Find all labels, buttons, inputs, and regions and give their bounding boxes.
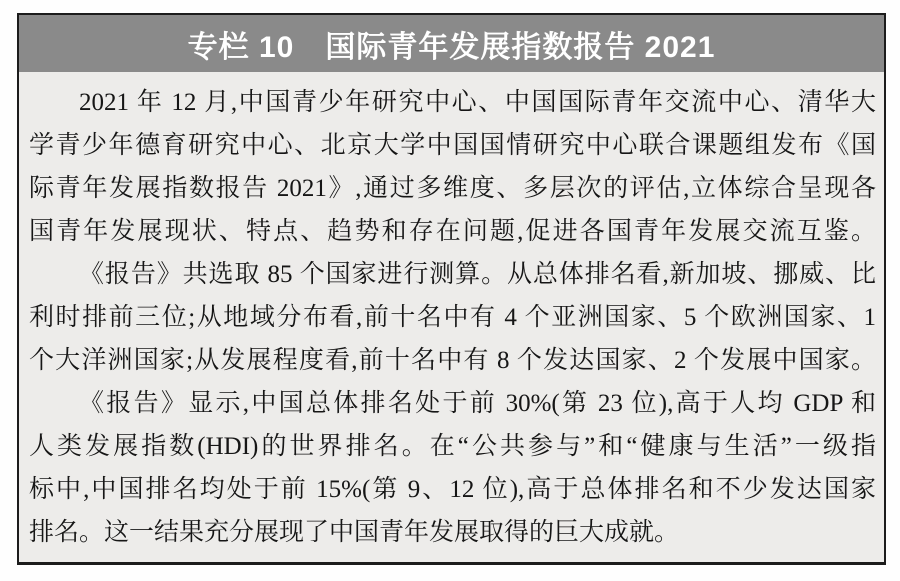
text-line: 学青少年德育研究中心、北京大学中国国情研究中心联合课题组发布《国: [29, 132, 876, 159]
text-line: 《报告》共选取 85 个国家进行测算。从总体排名看,新加坡、挪威、比: [79, 261, 876, 288]
column-box-header: [19, 15, 884, 72]
text-line: 利时排前三位;从地域分布看,前十名中有 4 个亚洲国家、5 个欧洲国家、1: [29, 304, 876, 331]
text-line: 2021 年 12 月,中国青少年研究中心、中国国际青年交流中心、清华大: [79, 89, 876, 116]
column-box-body: [19, 72, 884, 554]
text-line: 个大洋洲国家;从发展程度看,前十名中有 8 个发达国家、2 个发展中国家。: [29, 347, 876, 374]
text-line: 际青年发展指数报告 2021》,通过多维度、多层次的评估,立体综合呈现各: [29, 175, 876, 202]
text-line: 标中,中国排名均处于前 15%(第 9、12 位),高于总体排名和不少发达国家: [29, 476, 876, 503]
text-line: 人类发展指数(HDI)的世界排名。在“公共参与”和“健康与生活”一级指: [29, 433, 876, 460]
text-line: 国青年发展现状、特点、趋势和存在问题,促进各国青年发展交流互鉴。: [29, 218, 876, 245]
column-box: [17, 13, 886, 565]
text-line: 《报告》显示,中国总体排名处于前 30%(第 23 位),高于人均 GDP 和: [79, 390, 876, 417]
text-line: 排名。这一结果充分展现了中国青年发展取得的巨大成就。: [29, 519, 680, 546]
column-box-title: 专栏 10 国际青年发展指数报告 2021: [187, 30, 716, 64]
